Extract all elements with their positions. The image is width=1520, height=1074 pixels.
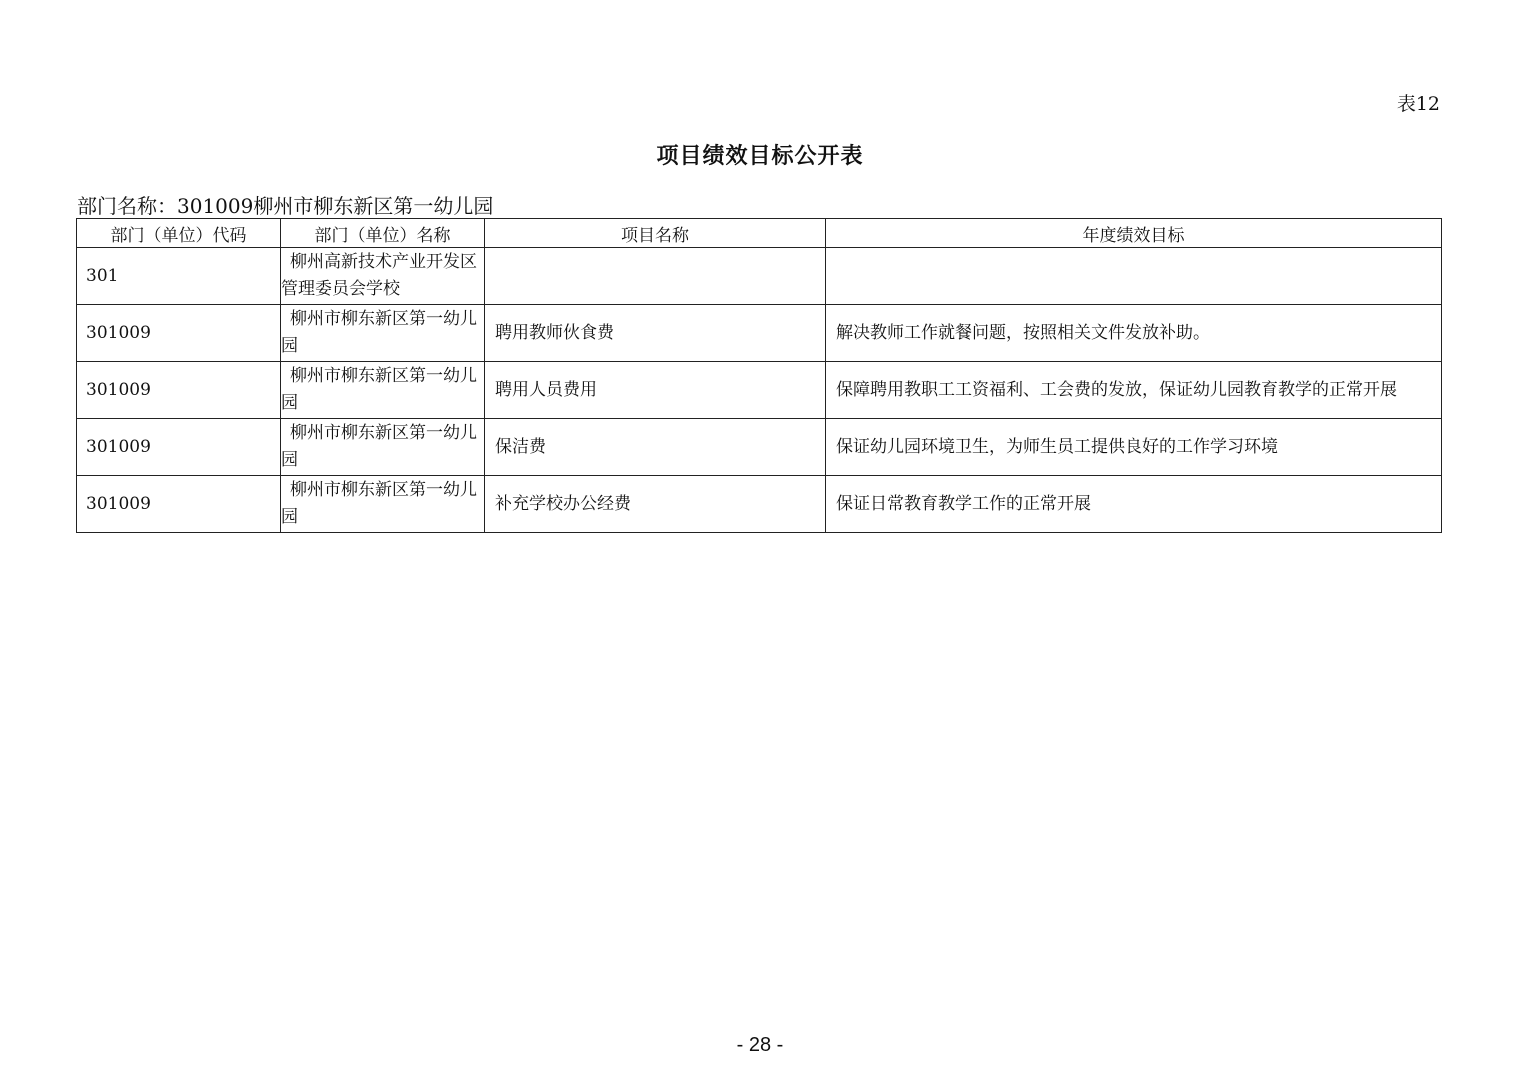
page-number: - 28 - (736, 1034, 784, 1056)
table-row (77, 476, 1442, 533)
cell-annual-goal: 解决教师工作就餐问题，按照相关文件发放补助。 (826, 305, 1442, 362)
cell-dept-name: 柳州市柳东新区第一幼儿园 (281, 305, 485, 362)
cell-annual-goal: 保证日常教育教学工作的正常开展 (826, 476, 1442, 533)
table-row (77, 305, 1442, 362)
table-row (77, 362, 1442, 419)
cell-project-name: 聘用教师伙食费 (485, 305, 826, 362)
cell-annual-goal: 保证幼儿园环境卫生，为师生员工提供良好的工作学习环境 (826, 419, 1442, 476)
column-header-annual-goal: 年度绩效目标 (826, 219, 1442, 248)
cell-dept-name: 柳州市柳东新区第一幼儿园 (281, 419, 485, 476)
cell-project-name: 保洁费 (485, 419, 826, 476)
performance-goals-table (76, 218, 1442, 533)
department-name: 部门名称：301009柳州市柳东新区第一幼儿园 (77, 194, 494, 218)
column-header-project-name: 项目名称 (485, 219, 826, 248)
cell-dept-code: 301009 (77, 419, 281, 476)
cell-dept-code: 301 (77, 248, 281, 305)
cell-dept-code: 301009 (77, 476, 281, 533)
column-header-dept-name: 部门（单位）名称 (281, 219, 485, 248)
table-header-row (77, 219, 1442, 248)
table-row (77, 248, 1442, 305)
cell-project-name: 补充学校办公经费 (485, 476, 826, 533)
column-header-dept-code: 部门（单位）代码 (77, 219, 281, 248)
cell-annual-goal: 保障聘用教职工工资福利、工会费的发放，保证幼儿园教育教学的正常开展 (826, 362, 1442, 419)
cell-dept-name: 柳州市柳东新区第一幼儿园 (281, 476, 485, 533)
cell-project-name: 聘用人员费用 (485, 362, 826, 419)
table-number: 表12 (1396, 93, 1440, 115)
cell-dept-code: 301009 (77, 362, 281, 419)
page-title: 项目绩效目标公开表 (656, 144, 864, 169)
cell-annual-goal (826, 248, 1442, 305)
cell-project-name (485, 248, 826, 305)
cell-dept-name: 柳州市柳东新区第一幼儿园 (281, 362, 485, 419)
cell-dept-name: 柳州高新技术产业开发区管理委员会学校 (281, 248, 485, 305)
cell-dept-code: 301009 (77, 305, 281, 362)
table-row (77, 419, 1442, 476)
